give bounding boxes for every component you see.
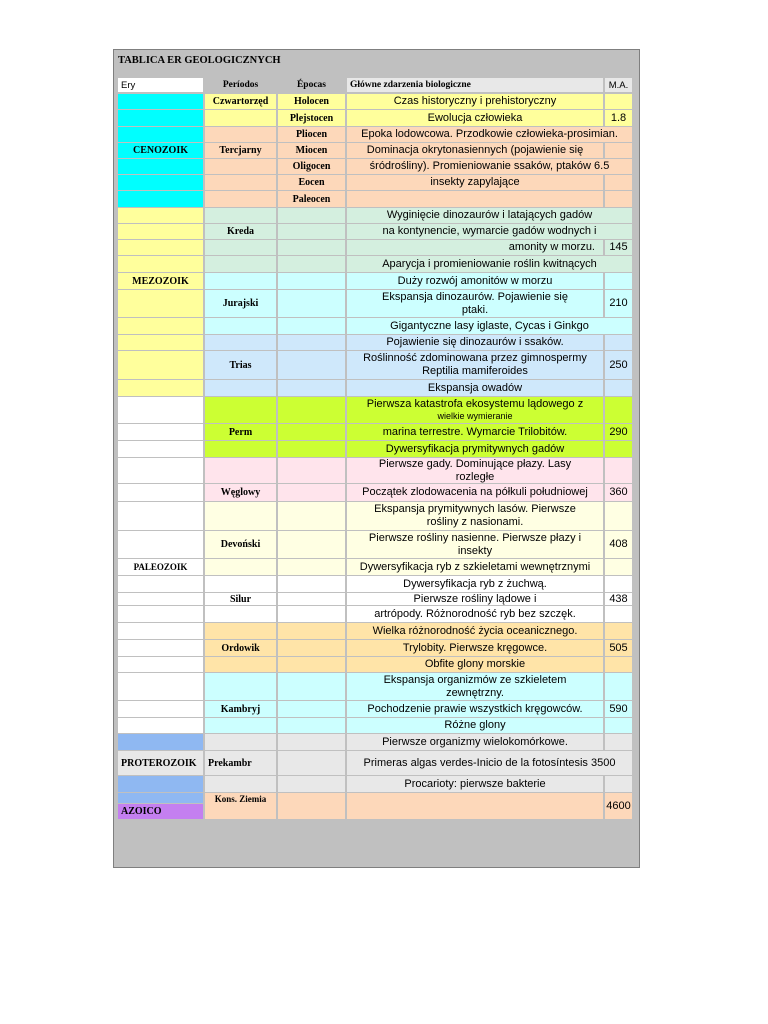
event-cell <box>347 751 632 775</box>
period-cell <box>205 335 276 350</box>
era-cell <box>118 318 203 334</box>
event-cell <box>347 351 603 379</box>
event-cell <box>347 623 603 639</box>
ma-cell <box>605 623 632 639</box>
cell-text: CENOZOIK <box>132 145 188 156</box>
ma-cell <box>605 576 632 592</box>
cell-text: Silur <box>229 593 252 605</box>
period-cell <box>205 657 276 672</box>
epoch-cell <box>278 531 345 558</box>
event-cell <box>347 734 603 750</box>
cell-text: Trylobity. Pierwsze kręgowce. <box>402 641 548 654</box>
cell-text: Kambryj <box>220 703 261 715</box>
era-cell <box>118 484 203 501</box>
ma-cell <box>605 734 632 750</box>
era-paleozoic <box>118 559 203 575</box>
period-cell <box>205 110 276 126</box>
ma-cell <box>605 380 632 396</box>
event-cell <box>347 576 603 592</box>
era-proterozoic <box>118 751 203 775</box>
ma-cell <box>605 335 632 350</box>
cell-text: Wyginięcie dinozaurów i latających gadów <box>386 209 593 221</box>
event-cell <box>347 318 632 334</box>
event-cell <box>347 94 603 109</box>
cell-text: Ekspansja organizmów ze szkieletem <box>383 673 567 686</box>
epoch-cell <box>278 657 345 672</box>
cell-text: Duży rozwój amonitów w morzu <box>397 274 553 287</box>
era-cell <box>118 734 203 750</box>
epoch-cell <box>278 640 345 656</box>
era-cell <box>118 531 203 558</box>
period-cell <box>205 175 276 190</box>
cell-text: Oligocen <box>292 161 331 172</box>
ma-cell <box>605 559 632 575</box>
event-cell <box>347 718 603 733</box>
event-cell <box>347 657 603 672</box>
cell-text: Czas historyczny i prehistoryczny <box>393 95 557 107</box>
cell-text: Pliocen <box>295 129 328 140</box>
event-cell <box>347 441 603 457</box>
cell-text: Węglowy <box>220 487 261 498</box>
ma-cell <box>605 776 632 792</box>
period-ordovician <box>205 640 276 656</box>
cell-text: Primeras algas verdes-Inicio de la fotosíntesis 3500 <box>363 756 616 769</box>
ma-cell <box>605 531 632 558</box>
period-cell <box>205 191 276 207</box>
cell-text: 505 <box>609 641 628 654</box>
epoch-cell <box>278 351 345 379</box>
cell-text: Aparycja i promieniowanie roślin kwitnących <box>382 257 597 270</box>
event-cell <box>347 531 603 558</box>
cell-text: AZOICO <box>121 806 162 817</box>
epoch-miocene <box>278 143 345 158</box>
ma-cell <box>605 458 632 483</box>
period-cell <box>205 623 276 639</box>
epoch-cell <box>278 793 345 819</box>
event-cell <box>347 776 603 792</box>
cell-text: Dywersyfikacja ryb z szkieletami wewnętrznymi <box>359 560 591 573</box>
cell-text: na kontynencie, wymarcie gadów wodnych i <box>382 225 597 237</box>
era-cell <box>118 351 203 379</box>
epoch-cell <box>278 484 345 501</box>
period-cell <box>205 718 276 733</box>
period-devonian <box>205 531 276 558</box>
era-cell <box>118 175 203 190</box>
cell-text: Obfite glony morskie <box>424 658 526 670</box>
epoch-oligocene <box>278 159 345 174</box>
cell-text: Miocen <box>295 145 328 156</box>
period-cell <box>205 159 276 174</box>
period-quaternary <box>205 94 276 109</box>
cell-text: Trias <box>229 359 252 371</box>
cell-text: Dywersyfikacja ryb z żuchwą. <box>403 577 547 590</box>
epoch-cell <box>278 776 345 792</box>
cell-text: 145 <box>609 241 628 253</box>
epoch-eocene <box>278 175 345 190</box>
event-cell <box>347 127 632 142</box>
cell-text: Pojawienie się dinozaurów i ssaków. <box>386 336 564 348</box>
cell-text: Pierwsze gady. Dominujące płazy. Lasy <box>378 457 572 470</box>
period-triassic <box>205 351 276 379</box>
ma-cell <box>605 240 632 255</box>
period-cell <box>205 397 276 423</box>
cell-text: Prekambr <box>208 757 252 769</box>
cell-text: Paleocen <box>292 193 331 205</box>
cell-text: Eocen <box>298 177 325 188</box>
cell-text: Holocen <box>294 96 329 107</box>
cell-text: MEZOZOIK <box>132 275 189 287</box>
cell-text: Kreda <box>226 226 255 237</box>
cell-text: Główne zdarzenia biologiczne <box>350 80 471 90</box>
period-cell <box>205 606 276 622</box>
era-cell <box>118 593 203 605</box>
cell-text: insekty zapylające <box>430 176 520 188</box>
era-cell <box>118 623 203 639</box>
cell-text: Ewolucja człowieka <box>427 111 523 124</box>
event-cell <box>347 673 603 700</box>
cell-text: rośliny z nasionami. <box>426 516 524 528</box>
ma-cell <box>605 484 632 501</box>
event-cell <box>347 380 603 396</box>
era-cell <box>118 159 203 174</box>
cell-text: Ekspansja prymitywnych lasów. Pierwsze <box>374 503 576 515</box>
era-cell <box>118 240 203 255</box>
event-cell <box>347 143 603 158</box>
cell-text: Czwartorzęd <box>212 96 269 107</box>
period-precambrian <box>205 751 276 775</box>
era-cell <box>118 424 203 440</box>
header-era <box>118 78 203 92</box>
event-cell <box>347 397 603 423</box>
cell-text: Kons. Ziemia <box>214 794 267 804</box>
era-cell <box>118 701 203 717</box>
event-cell <box>347 224 632 239</box>
cell-text: Ery <box>121 79 136 91</box>
cell-text: 250 <box>609 358 628 371</box>
event-cell <box>347 256 632 272</box>
epoch-cell <box>278 273 345 289</box>
cell-text: Pierwsze rośliny nasienne. Pierwsze płazy i <box>368 531 582 544</box>
event-cell <box>347 502 603 530</box>
period-cell <box>205 256 276 272</box>
event-cell <box>347 593 603 605</box>
period-cell <box>205 458 276 483</box>
event-cell <box>347 335 603 350</box>
era-cell <box>118 191 203 207</box>
epoch-cell <box>278 256 345 272</box>
era-azoic <box>118 804 203 819</box>
period-tertiary <box>205 143 276 158</box>
epoch-cell <box>278 335 345 350</box>
event-cell <box>347 424 603 440</box>
period-cell <box>205 776 276 792</box>
ma-cell <box>605 273 632 289</box>
period-cell <box>205 240 276 255</box>
header-events <box>347 78 603 92</box>
event-cell <box>347 110 603 126</box>
ma-cell <box>605 351 632 379</box>
epoch-cell <box>278 734 345 750</box>
cell-text: PALEOZOIK <box>133 561 188 572</box>
era-cell <box>118 127 203 142</box>
cell-text: zewnętrzny. <box>446 686 504 699</box>
cell-text: Devoński <box>220 539 261 550</box>
cell-text: Épocas <box>296 80 327 90</box>
ma-cell <box>605 593 632 605</box>
event-cell <box>347 559 603 575</box>
era-cell <box>118 718 203 733</box>
header-period <box>205 78 276 92</box>
epoch-cell <box>278 318 345 334</box>
era-cell <box>118 657 203 672</box>
cell-text: Períodos <box>222 80 259 90</box>
era-cell <box>118 110 203 126</box>
event-cell <box>347 240 603 255</box>
epoch-cell <box>278 424 345 440</box>
ma-cell <box>605 502 632 530</box>
cell-text: 210 <box>609 297 628 309</box>
era-cell <box>118 673 203 700</box>
era-cell <box>118 793 203 803</box>
cell-text: marina terrestre. Wymarcie Trilobitów. <box>382 425 568 438</box>
period-cambrian <box>205 701 276 717</box>
cell-text: Wielka różnorodność życia oceanicznego. <box>372 624 578 637</box>
event-cell <box>347 640 603 656</box>
epoch-cell <box>278 502 345 530</box>
era-mesozoic <box>118 273 203 289</box>
cell-text: Początek zlodowacenia na półkuli południowej <box>362 486 588 498</box>
cell-text: Reptilia mamiferoides <box>422 365 528 377</box>
epoch-holocene <box>278 94 345 109</box>
cell-text: śródrośliny). Promieniowanie ssaków, ptaków 6.5 <box>369 160 610 172</box>
ma-cell <box>605 718 632 733</box>
cell-text: amonity w morzu. <box>508 241 595 253</box>
era-cenozoic <box>118 143 203 158</box>
era-cell <box>118 224 203 239</box>
event-cell <box>347 484 603 501</box>
epoch-cell <box>278 380 345 396</box>
period-cell <box>205 734 276 750</box>
epoch-cell <box>278 208 345 223</box>
period-cell <box>205 502 276 530</box>
era-cell <box>118 776 203 792</box>
cell-text: 290 <box>609 425 628 438</box>
epoch-cell <box>278 224 345 239</box>
era-cell <box>118 397 203 423</box>
event-cell <box>347 458 603 483</box>
epoch-cell <box>278 397 345 423</box>
period-silurian <box>205 593 276 605</box>
ma-cell <box>605 290 632 317</box>
cell-text: Ekspansja dinozaurów. Pojawienie się <box>382 290 568 303</box>
era-cell <box>118 576 203 592</box>
period-carboniferous <box>205 484 276 501</box>
era-cell <box>118 380 203 396</box>
cell-text: 438 <box>609 592 628 605</box>
epoch-paleocene <box>278 191 345 207</box>
epoch-cell <box>278 606 345 622</box>
era-cell <box>118 290 203 317</box>
epoch-pliocene <box>278 127 345 142</box>
period-cell <box>205 318 276 334</box>
event-cell <box>347 191 603 207</box>
epoch-cell <box>278 673 345 700</box>
ma-cell <box>605 424 632 440</box>
cell-text: 1.8 <box>610 111 627 124</box>
era-cell <box>118 441 203 457</box>
cell-text: Pierwsze rośliny lądowe i <box>413 592 537 605</box>
event-cell <box>347 793 603 819</box>
period-permian <box>205 424 276 440</box>
page-title: TABLICA ER GEOLOGICZNYCH <box>118 55 281 66</box>
header-ma <box>605 78 632 92</box>
era-cell <box>118 606 203 622</box>
period-cell <box>205 380 276 396</box>
epoch-cell <box>278 458 345 483</box>
cell-text: 408 <box>609 538 628 550</box>
ma-cell <box>605 701 632 717</box>
era-cell <box>118 458 203 483</box>
cell-text: insekty <box>457 544 493 557</box>
ma-cell <box>605 191 632 207</box>
cell-text: Pierwsza katastrofa ekosystemu lądowego z <box>366 398 584 410</box>
cell-text: Ordowik <box>221 642 260 654</box>
period-cell <box>205 273 276 289</box>
epoch-pleistocene <box>278 110 345 126</box>
epoch-cell <box>278 576 345 592</box>
period-cell <box>205 127 276 142</box>
event-cell <box>347 701 603 717</box>
cell-text: Plejstocen <box>289 112 334 124</box>
ma-cell <box>605 657 632 672</box>
cell-text: 590 <box>609 702 628 715</box>
ma-cell <box>605 397 632 423</box>
cell-text: rozległe <box>455 470 495 483</box>
period-earth-formation <box>205 793 276 819</box>
epoch-cell <box>278 240 345 255</box>
period-cell <box>205 559 276 575</box>
ma-cell <box>605 110 632 126</box>
period-cretaceous <box>205 224 276 239</box>
cell-text: artrópody. Różnorodność ryb bez szczęk. <box>374 607 576 620</box>
cell-text: 360 <box>609 486 628 498</box>
event-cell <box>347 208 632 223</box>
epoch-cell <box>278 290 345 317</box>
period-cell <box>205 208 276 223</box>
event-cell <box>347 273 603 289</box>
ma-cell <box>605 673 632 700</box>
period-cell <box>205 576 276 592</box>
period-jurassic <box>205 290 276 317</box>
epoch-cell <box>278 441 345 457</box>
cell-text: Różne glony <box>444 719 506 731</box>
cell-text: Perm <box>228 426 253 438</box>
ma-cell <box>605 143 632 158</box>
event-cell <box>347 175 603 190</box>
cell-text: Roślinność zdominowana przez gimnospermy <box>363 352 587 364</box>
era-cell <box>118 335 203 350</box>
cell-text: 4600 <box>606 799 631 812</box>
cell-text: Ekspansja owadów <box>427 381 523 394</box>
ma-cell <box>605 175 632 190</box>
event-cell <box>347 606 603 622</box>
epoch-cell <box>278 623 345 639</box>
epoch-cell <box>278 559 345 575</box>
cell-text: ptaki. <box>461 303 489 316</box>
era-cell <box>118 256 203 272</box>
period-cell <box>205 441 276 457</box>
epoch-cell <box>278 751 345 775</box>
header-epoch <box>278 78 345 92</box>
ma-cell <box>605 793 632 819</box>
cell-text: Pochodzenie prawie wszystkich kręgowców. <box>367 702 583 715</box>
era-cell <box>118 208 203 223</box>
cell-text: Epoka lodowcowa. Przodkowie człowieka-prosimian. <box>361 128 618 140</box>
event-cell <box>347 290 603 317</box>
ma-cell <box>605 606 632 622</box>
period-cell <box>205 673 276 700</box>
ma-cell <box>605 640 632 656</box>
event-cell <box>347 159 632 174</box>
epoch-cell <box>278 718 345 733</box>
cell-text: PROTEROZOIK <box>121 757 197 769</box>
era-cell <box>118 640 203 656</box>
cell-text: wielkie wymieranie <box>437 411 513 421</box>
cell-text: Pierwsze organizmy wielokomórkowe. <box>382 735 568 748</box>
cell-text: Dywersyfikacja prymitywnych gadów <box>385 442 565 455</box>
cell-text: Tercjarny <box>219 145 262 156</box>
ma-cell <box>605 441 632 457</box>
cell-text: Dominacja okrytonasiennych (pojawienie się <box>366 144 584 156</box>
cell-text: Procarioty: pierwsze bakterie <box>404 777 546 790</box>
era-cell <box>118 94 203 109</box>
cell-text: Gigantyczne lasy iglaste, Cycas i Ginkgo <box>390 319 589 332</box>
cell-text: Jurajski <box>222 298 259 309</box>
era-cell <box>118 502 203 530</box>
ma-cell <box>605 94 632 109</box>
epoch-cell <box>278 593 345 605</box>
epoch-cell <box>278 701 345 717</box>
cell-text: M.A. <box>608 79 629 91</box>
